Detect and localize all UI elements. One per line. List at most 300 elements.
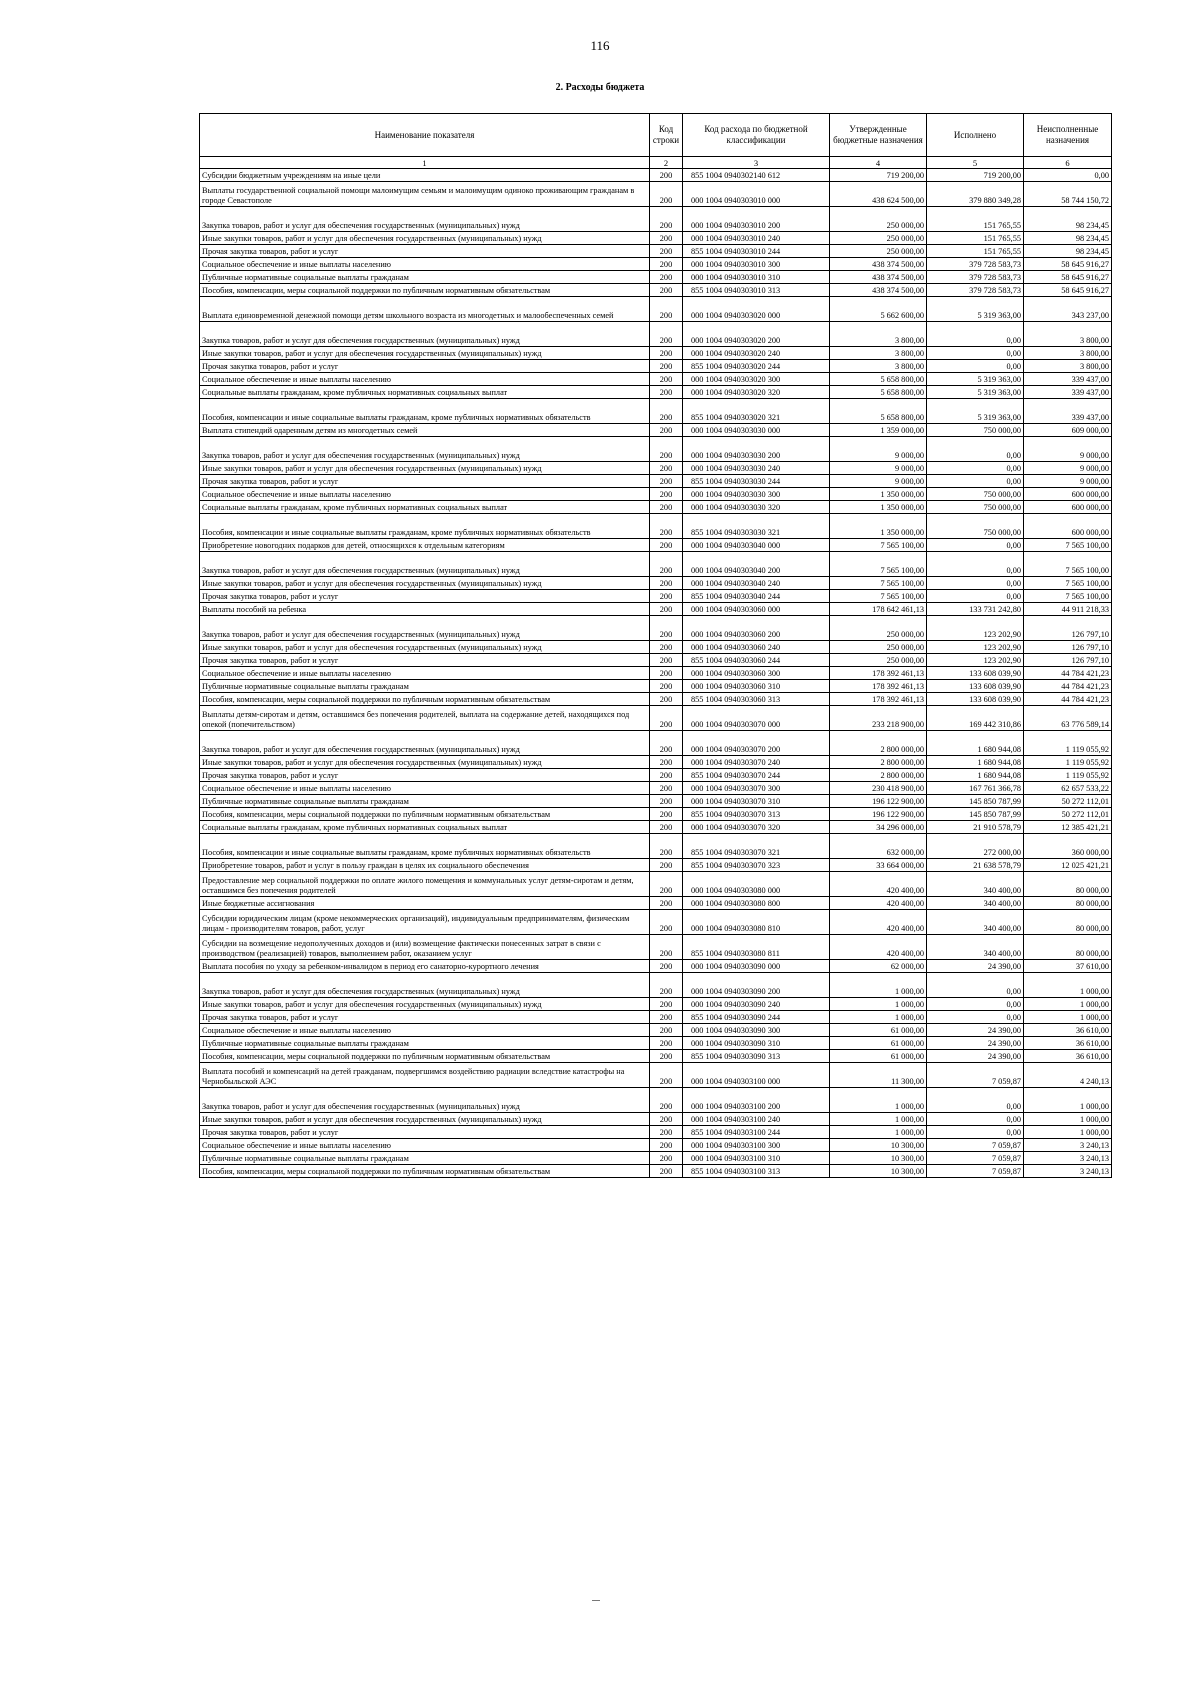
row-executed: 340 400,00 — [927, 935, 1024, 960]
table-row — [200, 910, 1112, 935]
row-unexecuted: 600 000,00 — [1024, 488, 1112, 501]
row-line-code: 200 — [650, 322, 683, 347]
table-row — [200, 897, 1112, 910]
row-executed: 169 442 310,86 — [927, 706, 1024, 731]
table-row — [200, 501, 1112, 514]
table-row — [200, 245, 1112, 258]
row-expense-code: 000 1004 0940303070 240 — [683, 756, 830, 769]
row-unexecuted: 58 645 916,27 — [1024, 284, 1112, 297]
row-unexecuted: 1 000,00 — [1024, 1126, 1112, 1139]
row-expense-code: 000 1004 0940303030 240 — [683, 462, 830, 475]
row-unexecuted: 9 000,00 — [1024, 437, 1112, 462]
row-executed: 133 608 039,90 — [927, 667, 1024, 680]
table-row — [200, 1165, 1112, 1178]
row-executed: 7 059,87 — [927, 1152, 1024, 1165]
row-unexecuted: 44 784 421,23 — [1024, 680, 1112, 693]
row-approved: 438 374 500,00 — [830, 284, 927, 297]
row-name: Субсидии бюджетным учреждениям на иные цели — [200, 169, 650, 182]
table-row — [200, 488, 1112, 501]
row-expense-code: 855 1004 0940303090 313 — [683, 1050, 830, 1063]
table-row — [200, 424, 1112, 437]
row-approved: 5 658 800,00 — [830, 373, 927, 386]
row-expense-code: 000 1004 0940303060 000 — [683, 603, 830, 616]
row-line-code: 200 — [650, 998, 683, 1011]
row-approved: 438 374 500,00 — [830, 258, 927, 271]
row-approved: 632 000,00 — [830, 834, 927, 859]
row-approved: 3 800,00 — [830, 347, 927, 360]
row-expense-code: 855 1004 0940303030 244 — [683, 475, 830, 488]
row-executed: 0,00 — [927, 322, 1024, 347]
row-line-code: 200 — [650, 1165, 683, 1178]
row-expense-code: 000 1004 0940303040 240 — [683, 577, 830, 590]
row-executed: 0,00 — [927, 973, 1024, 998]
row-name: Иные закупки товаров, работ и услуг для обеспечения государственных (муниципальных) нужд — [200, 998, 650, 1011]
row-executed: 7 059,87 — [927, 1165, 1024, 1178]
row-line-code: 200 — [650, 616, 683, 641]
row-name: Иные закупки товаров, работ и услуг для обеспечения государственных (муниципальных) нужд — [200, 1113, 650, 1126]
table-row — [200, 973, 1112, 998]
row-unexecuted: 609 000,00 — [1024, 424, 1112, 437]
row-expense-code: 000 1004 0940303090 000 — [683, 960, 830, 973]
table-row — [200, 1050, 1112, 1063]
row-unexecuted: 58 744 150,72 — [1024, 182, 1112, 207]
row-expense-code: 855 1004 0940303020 244 — [683, 360, 830, 373]
row-executed: 151 765,55 — [927, 245, 1024, 258]
table-row — [200, 1113, 1112, 1126]
row-executed: 0,00 — [927, 1126, 1024, 1139]
row-line-code: 200 — [650, 1126, 683, 1139]
row-unexecuted: 80 000,00 — [1024, 897, 1112, 910]
row-expense-code: 855 1004 0940303070 313 — [683, 808, 830, 821]
row-unexecuted: 3 800,00 — [1024, 322, 1112, 347]
row-executed: 750 000,00 — [927, 514, 1024, 539]
table-row — [200, 360, 1112, 373]
table-row — [200, 654, 1112, 667]
row-line-code: 200 — [650, 399, 683, 424]
row-approved: 34 296 000,00 — [830, 821, 927, 834]
row-unexecuted: 63 776 589,14 — [1024, 706, 1112, 731]
row-approved: 7 565 100,00 — [830, 539, 927, 552]
row-executed: 0,00 — [927, 347, 1024, 360]
table-row — [200, 258, 1112, 271]
row-line-code: 200 — [650, 910, 683, 935]
row-executed: 133 608 039,90 — [927, 693, 1024, 706]
row-name: Пособия, компенсации, меры социальной поддержки по публичным нормативным обязательствам — [200, 1050, 650, 1063]
table-row — [200, 1139, 1112, 1152]
row-expense-code: 000 1004 0940303070 320 — [683, 821, 830, 834]
row-unexecuted: 1 000,00 — [1024, 973, 1112, 998]
table-row — [200, 821, 1112, 834]
row-approved: 1 000,00 — [830, 973, 927, 998]
table-row — [200, 706, 1112, 731]
row-line-code: 200 — [650, 667, 683, 680]
row-unexecuted: 339 437,00 — [1024, 373, 1112, 386]
row-expense-code: 000 1004 0940303010 310 — [683, 271, 830, 284]
row-name: Выплата единовременной денежной помощи детям школьного возраста из многодетных и малообеспеченных семей — [200, 297, 650, 322]
table-row — [200, 373, 1112, 386]
table-row — [200, 437, 1112, 462]
header-line-code: Код строки — [650, 114, 683, 157]
row-expense-code: 000 1004 0940303090 300 — [683, 1024, 830, 1037]
row-unexecuted: 7 565 100,00 — [1024, 539, 1112, 552]
row-approved: 1 000,00 — [830, 1113, 927, 1126]
row-approved: 178 392 461,13 — [830, 680, 927, 693]
row-line-code: 200 — [650, 207, 683, 232]
row-line-code: 200 — [650, 182, 683, 207]
row-name: Прочая закупка товаров, работ и услуг — [200, 590, 650, 603]
row-name: Выплаты детям-сиротам и детям, оставшимся без попечения родителей, выплата на содержание детей, находящихся под опекой (попечительством) — [200, 706, 650, 731]
table-row — [200, 539, 1112, 552]
row-name: Прочая закупка товаров, работ и услуг — [200, 360, 650, 373]
row-executed: 123 202,90 — [927, 654, 1024, 667]
row-line-code: 200 — [650, 1063, 683, 1088]
row-unexecuted: 9 000,00 — [1024, 462, 1112, 475]
row-unexecuted: 343 237,00 — [1024, 297, 1112, 322]
row-expense-code: 855 1004 0940303030 321 — [683, 514, 830, 539]
row-name: Закупка товаров, работ и услуг для обеспечения государственных (муниципальных) нужд — [200, 322, 650, 347]
row-executed: 719 200,00 — [927, 169, 1024, 182]
table-row — [200, 1152, 1112, 1165]
row-line-code: 200 — [650, 1088, 683, 1113]
row-approved: 61 000,00 — [830, 1024, 927, 1037]
table-row — [200, 514, 1112, 539]
row-approved: 5 662 600,00 — [830, 297, 927, 322]
table-row — [200, 1011, 1112, 1024]
row-expense-code: 855 1004 0940303010 244 — [683, 245, 830, 258]
row-expense-code: 855 1004 0940303070 323 — [683, 859, 830, 872]
section-title: 2. Расходы бюджета — [555, 82, 645, 93]
page-number: 116 — [590, 38, 610, 53]
row-unexecuted: 80 000,00 — [1024, 910, 1112, 935]
row-expense-code: 000 1004 0940303060 200 — [683, 616, 830, 641]
row-name: Иные закупки товаров, работ и услуг для обеспечения государственных (муниципальных) нужд — [200, 641, 650, 654]
row-unexecuted: 126 797,10 — [1024, 616, 1112, 641]
table-row — [200, 756, 1112, 769]
table-row — [200, 297, 1112, 322]
row-unexecuted: 1 000,00 — [1024, 1113, 1112, 1126]
column-number: 4 — [830, 157, 927, 169]
row-expense-code: 000 1004 0940303020 200 — [683, 322, 830, 347]
column-number: 6 — [1024, 157, 1112, 169]
row-executed: 0,00 — [927, 539, 1024, 552]
row-name: Пособия, компенсации и иные социальные выплаты гражданам, кроме публичных нормативных обязательств — [200, 399, 650, 424]
row-approved: 178 392 461,13 — [830, 667, 927, 680]
row-executed: 5 319 363,00 — [927, 399, 1024, 424]
row-unexecuted: 3 240,13 — [1024, 1139, 1112, 1152]
row-expense-code: 855 1004 0940303010 313 — [683, 284, 830, 297]
row-unexecuted: 7 565 100,00 — [1024, 590, 1112, 603]
row-line-code: 200 — [650, 437, 683, 462]
column-number: 2 — [650, 157, 683, 169]
row-expense-code: 000 1004 0940303070 000 — [683, 706, 830, 731]
table-row — [200, 872, 1112, 897]
row-approved: 420 400,00 — [830, 872, 927, 897]
column-number-row — [200, 157, 1112, 169]
row-name: Приобретение новогодних подарков для детей, относящихся к отдельным категориям — [200, 539, 650, 552]
row-unexecuted: 4 240,13 — [1024, 1063, 1112, 1088]
row-approved: 719 200,00 — [830, 169, 927, 182]
row-executed: 133 731 242,80 — [927, 603, 1024, 616]
table-row — [200, 347, 1112, 360]
row-line-code: 200 — [650, 232, 683, 245]
row-unexecuted: 3 240,13 — [1024, 1165, 1112, 1178]
row-name: Социальные выплаты гражданам, кроме публичных нормативных социальных выплат — [200, 821, 650, 834]
table-row — [200, 577, 1112, 590]
row-name: Публичные нормативные социальные выплаты гражданам — [200, 1152, 650, 1165]
row-name: Закупка товаров, работ и услуг для обеспечения государственных (муниципальных) нужд — [200, 1088, 650, 1113]
header-executed: Исполнено — [927, 114, 1024, 157]
row-unexecuted: 1 000,00 — [1024, 1011, 1112, 1024]
row-executed: 0,00 — [927, 360, 1024, 373]
row-line-code: 200 — [650, 1050, 683, 1063]
row-executed: 0,00 — [927, 462, 1024, 475]
row-expense-code: 000 1004 0940303020 000 — [683, 297, 830, 322]
header-expense-code: Код расхода по бюджетной классификации — [683, 114, 830, 157]
row-name: Социальное обеспечение и иные выплаты населению — [200, 373, 650, 386]
table-row — [200, 693, 1112, 706]
row-unexecuted: 1 000,00 — [1024, 998, 1112, 1011]
row-line-code: 200 — [650, 297, 683, 322]
row-name: Пособия, компенсации, меры социальной поддержки по публичным нормативным обязательствам — [200, 693, 650, 706]
row-name: Пособия, компенсации, меры социальной поддержки по публичным нормативным обязательствам — [200, 284, 650, 297]
row-name: Социальное обеспечение и иные выплаты населению — [200, 667, 650, 680]
row-approved: 196 122 900,00 — [830, 795, 927, 808]
row-expense-code: 000 1004 0940303010 000 — [683, 182, 830, 207]
row-line-code: 200 — [650, 654, 683, 667]
row-unexecuted: 44 784 421,23 — [1024, 667, 1112, 680]
row-expense-code: 000 1004 0940303060 310 — [683, 680, 830, 693]
row-name: Прочая закупка товаров, работ и услуг — [200, 475, 650, 488]
row-line-code: 200 — [650, 590, 683, 603]
row-unexecuted: 3 800,00 — [1024, 360, 1112, 373]
row-approved: 3 800,00 — [830, 360, 927, 373]
row-expense-code: 000 1004 0940303090 240 — [683, 998, 830, 1011]
table-row — [200, 182, 1112, 207]
row-line-code: 200 — [650, 539, 683, 552]
row-unexecuted: 1 119 055,92 — [1024, 756, 1112, 769]
row-line-code: 200 — [650, 284, 683, 297]
row-unexecuted: 600 000,00 — [1024, 501, 1112, 514]
row-expense-code: 855 1004 0940303100 244 — [683, 1126, 830, 1139]
row-name: Социальные выплаты гражданам, кроме публичных нормативных социальных выплат — [200, 386, 650, 399]
row-unexecuted: 44 911 218,33 — [1024, 603, 1112, 616]
header-name: Наименование показателя — [200, 114, 650, 157]
row-name: Закупка товаров, работ и услуг для обеспечения государственных (муниципальных) нужд — [200, 731, 650, 756]
row-name: Публичные нормативные социальные выплаты гражданам — [200, 680, 650, 693]
row-expense-code: 000 1004 0940303100 300 — [683, 1139, 830, 1152]
row-name: Публичные нормативные социальные выплаты гражданам — [200, 1037, 650, 1050]
row-name: Социальное обеспечение и иные выплаты населению — [200, 258, 650, 271]
row-unexecuted: 80 000,00 — [1024, 872, 1112, 897]
row-approved: 2 800 000,00 — [830, 756, 927, 769]
row-approved: 9 000,00 — [830, 437, 927, 462]
row-approved: 178 642 461,13 — [830, 603, 927, 616]
row-approved: 420 400,00 — [830, 935, 927, 960]
row-unexecuted: 1 119 055,92 — [1024, 769, 1112, 782]
row-approved: 1 350 000,00 — [830, 514, 927, 539]
row-unexecuted: 7 565 100,00 — [1024, 577, 1112, 590]
row-executed: 24 390,00 — [927, 1050, 1024, 1063]
row-expense-code: 000 1004 0940303090 200 — [683, 973, 830, 998]
row-executed: 0,00 — [927, 998, 1024, 1011]
row-line-code: 200 — [650, 641, 683, 654]
row-expense-code: 855 1004 0940303090 244 — [683, 1011, 830, 1024]
row-approved: 250 000,00 — [830, 245, 927, 258]
row-executed: 0,00 — [927, 552, 1024, 577]
row-executed: 123 202,90 — [927, 616, 1024, 641]
row-unexecuted: 36 610,00 — [1024, 1050, 1112, 1063]
row-line-code: 200 — [650, 386, 683, 399]
row-name: Выплата пособий и компенсаций на детей гражданам, подвергшимся воздействию радиации вследствие катастрофы на Чернобыльской АЭС — [200, 1063, 650, 1088]
row-name: Прочая закупка товаров, работ и услуг — [200, 1126, 650, 1139]
row-approved: 9 000,00 — [830, 475, 927, 488]
row-expense-code: 000 1004 0940303040 200 — [683, 552, 830, 577]
table-row — [200, 475, 1112, 488]
row-line-code: 200 — [650, 859, 683, 872]
row-line-code: 200 — [650, 1037, 683, 1050]
row-name: Иные закупки товаров, работ и услуг для обеспечения государственных (муниципальных) нужд — [200, 232, 650, 245]
row-executed: 24 390,00 — [927, 1024, 1024, 1037]
table-row — [200, 859, 1112, 872]
column-number: 3 — [683, 157, 830, 169]
row-approved: 250 000,00 — [830, 616, 927, 641]
row-executed: 1 680 944,08 — [927, 769, 1024, 782]
row-line-code: 200 — [650, 680, 683, 693]
row-approved: 1 000,00 — [830, 998, 927, 1011]
table-row — [200, 769, 1112, 782]
row-executed: 5 319 363,00 — [927, 386, 1024, 399]
row-executed: 379 728 583,73 — [927, 258, 1024, 271]
row-approved: 3 800,00 — [830, 322, 927, 347]
row-expense-code: 855 1004 0940303060 244 — [683, 654, 830, 667]
row-line-code: 200 — [650, 501, 683, 514]
row-approved: 7 565 100,00 — [830, 577, 927, 590]
row-name: Закупка товаров, работ и услуг для обеспечения государственных (муниципальных) нужд — [200, 552, 650, 577]
row-expense-code: 000 1004 0940303100 240 — [683, 1113, 830, 1126]
row-line-code: 200 — [650, 360, 683, 373]
row-expense-code: 000 1004 0940303060 300 — [683, 667, 830, 680]
row-line-code: 200 — [650, 693, 683, 706]
row-line-code: 200 — [650, 834, 683, 859]
table-row — [200, 590, 1112, 603]
row-unexecuted: 1 119 055,92 — [1024, 731, 1112, 756]
row-executed: 7 059,87 — [927, 1063, 1024, 1088]
table-row — [200, 998, 1112, 1011]
row-approved: 420 400,00 — [830, 910, 927, 935]
row-approved: 1 350 000,00 — [830, 501, 927, 514]
row-unexecuted: 37 610,00 — [1024, 960, 1112, 973]
row-line-code: 200 — [650, 577, 683, 590]
row-executed: 21 638 578,79 — [927, 859, 1024, 872]
row-unexecuted: 62 657 533,22 — [1024, 782, 1112, 795]
row-unexecuted: 98 234,45 — [1024, 245, 1112, 258]
row-expense-code: 000 1004 0940303030 200 — [683, 437, 830, 462]
row-expense-code: 855 1004 0940303100 313 — [683, 1165, 830, 1178]
row-unexecuted: 50 272 112,01 — [1024, 808, 1112, 821]
row-expense-code: 000 1004 0940303070 200 — [683, 731, 830, 756]
row-name: Публичные нормативные социальные выплаты гражданам — [200, 795, 650, 808]
row-executed: 750 000,00 — [927, 424, 1024, 437]
row-name: Социальное обеспечение и иные выплаты населению — [200, 1139, 650, 1152]
row-line-code: 200 — [650, 603, 683, 616]
row-unexecuted: 98 234,45 — [1024, 232, 1112, 245]
row-unexecuted: 98 234,45 — [1024, 207, 1112, 232]
row-executed: 5 319 363,00 — [927, 297, 1024, 322]
row-expense-code: 000 1004 0940303020 320 — [683, 386, 830, 399]
row-line-code: 200 — [650, 1011, 683, 1024]
row-approved: 1 350 000,00 — [830, 488, 927, 501]
table-row — [200, 834, 1112, 859]
row-executed: 1 680 944,08 — [927, 756, 1024, 769]
header-unexecuted: Неисполненные назначения — [1024, 114, 1112, 157]
row-name: Предоставление мер социальной поддержки по оплате жилого помещения и коммунальных услуг детям-сиротам и детям, оставшимся без попечения родителей — [200, 872, 650, 897]
row-name: Пособия, компенсации и иные социальные выплаты гражданам, кроме публичных нормативных обязательств — [200, 514, 650, 539]
row-line-code: 200 — [650, 1024, 683, 1037]
row-name: Выплаты государственной социальной помощи малоимущим семьям и малоимущим одиноко проживающим гражданам в городе Севастополе — [200, 182, 650, 207]
row-unexecuted: 12 385 421,21 — [1024, 821, 1112, 834]
row-expense-code: 000 1004 0940303030 320 — [683, 501, 830, 514]
row-expense-code: 000 1004 0940303030 000 — [683, 424, 830, 437]
row-expense-code: 000 1004 0940303080 800 — [683, 897, 830, 910]
row-name: Выплата пособия по уходу за ребенком-инвалидом в период его санаторно-курортного лечения — [200, 960, 650, 973]
row-unexecuted: 44 784 421,23 — [1024, 693, 1112, 706]
row-approved: 1 359 000,00 — [830, 424, 927, 437]
row-approved: 420 400,00 — [830, 897, 927, 910]
row-line-code: 200 — [650, 731, 683, 756]
table-row — [200, 399, 1112, 424]
row-approved: 250 000,00 — [830, 654, 927, 667]
table-row — [200, 641, 1112, 654]
row-name: Выплата стипендий одаренным детям из многодетных семей — [200, 424, 650, 437]
row-line-code: 200 — [650, 488, 683, 501]
table-row — [200, 232, 1112, 245]
row-executed: 1 680 944,08 — [927, 731, 1024, 756]
row-approved: 62 000,00 — [830, 960, 927, 973]
row-approved: 233 218 900,00 — [830, 706, 927, 731]
row-line-code: 200 — [650, 795, 683, 808]
row-expense-code: 000 1004 0940303010 200 — [683, 207, 830, 232]
table-row — [200, 386, 1112, 399]
row-approved: 5 658 800,00 — [830, 386, 927, 399]
row-approved: 61 000,00 — [830, 1050, 927, 1063]
row-name: Пособия, компенсации, меры социальной поддержки по публичным нормативным обязательствам — [200, 808, 650, 821]
row-expense-code: 855 1004 0940303080 811 — [683, 935, 830, 960]
row-approved: 10 300,00 — [830, 1152, 927, 1165]
row-name: Прочая закупка товаров, работ и услуг — [200, 769, 650, 782]
row-executed: 21 910 578,79 — [927, 821, 1024, 834]
header-approved: Утвержденные бюджетные назначения — [830, 114, 927, 157]
row-approved: 7 565 100,00 — [830, 552, 927, 577]
row-name: Закупка товаров, работ и услуг для обеспечения государственных (муниципальных) нужд — [200, 973, 650, 998]
row-name: Закупка товаров, работ и услуг для обеспечения государственных (муниципальных) нужд — [200, 437, 650, 462]
row-approved: 178 392 461,13 — [830, 693, 927, 706]
row-name: Иные бюджетные ассигнования — [200, 897, 650, 910]
row-unexecuted: 12 025 421,21 — [1024, 859, 1112, 872]
row-line-code: 200 — [650, 782, 683, 795]
row-name: Иные закупки товаров, работ и услуг для обеспечения государственных (муниципальных) нужд — [200, 347, 650, 360]
row-unexecuted: 50 272 112,01 — [1024, 795, 1112, 808]
row-approved: 61 000,00 — [830, 1037, 927, 1050]
row-approved: 7 565 100,00 — [830, 590, 927, 603]
row-expense-code: 000 1004 0940303090 310 — [683, 1037, 830, 1050]
table-row — [200, 552, 1112, 577]
row-executed: 7 059,87 — [927, 1139, 1024, 1152]
row-approved: 1 000,00 — [830, 1126, 927, 1139]
row-name: Иные закупки товаров, работ и услуг для обеспечения государственных (муниципальных) нужд — [200, 462, 650, 475]
row-executed: 0,00 — [927, 437, 1024, 462]
table-row — [200, 960, 1112, 973]
row-name: Пособия, компенсации и иные социальные выплаты гражданам, кроме публичных нормативных обязательств — [200, 834, 650, 859]
